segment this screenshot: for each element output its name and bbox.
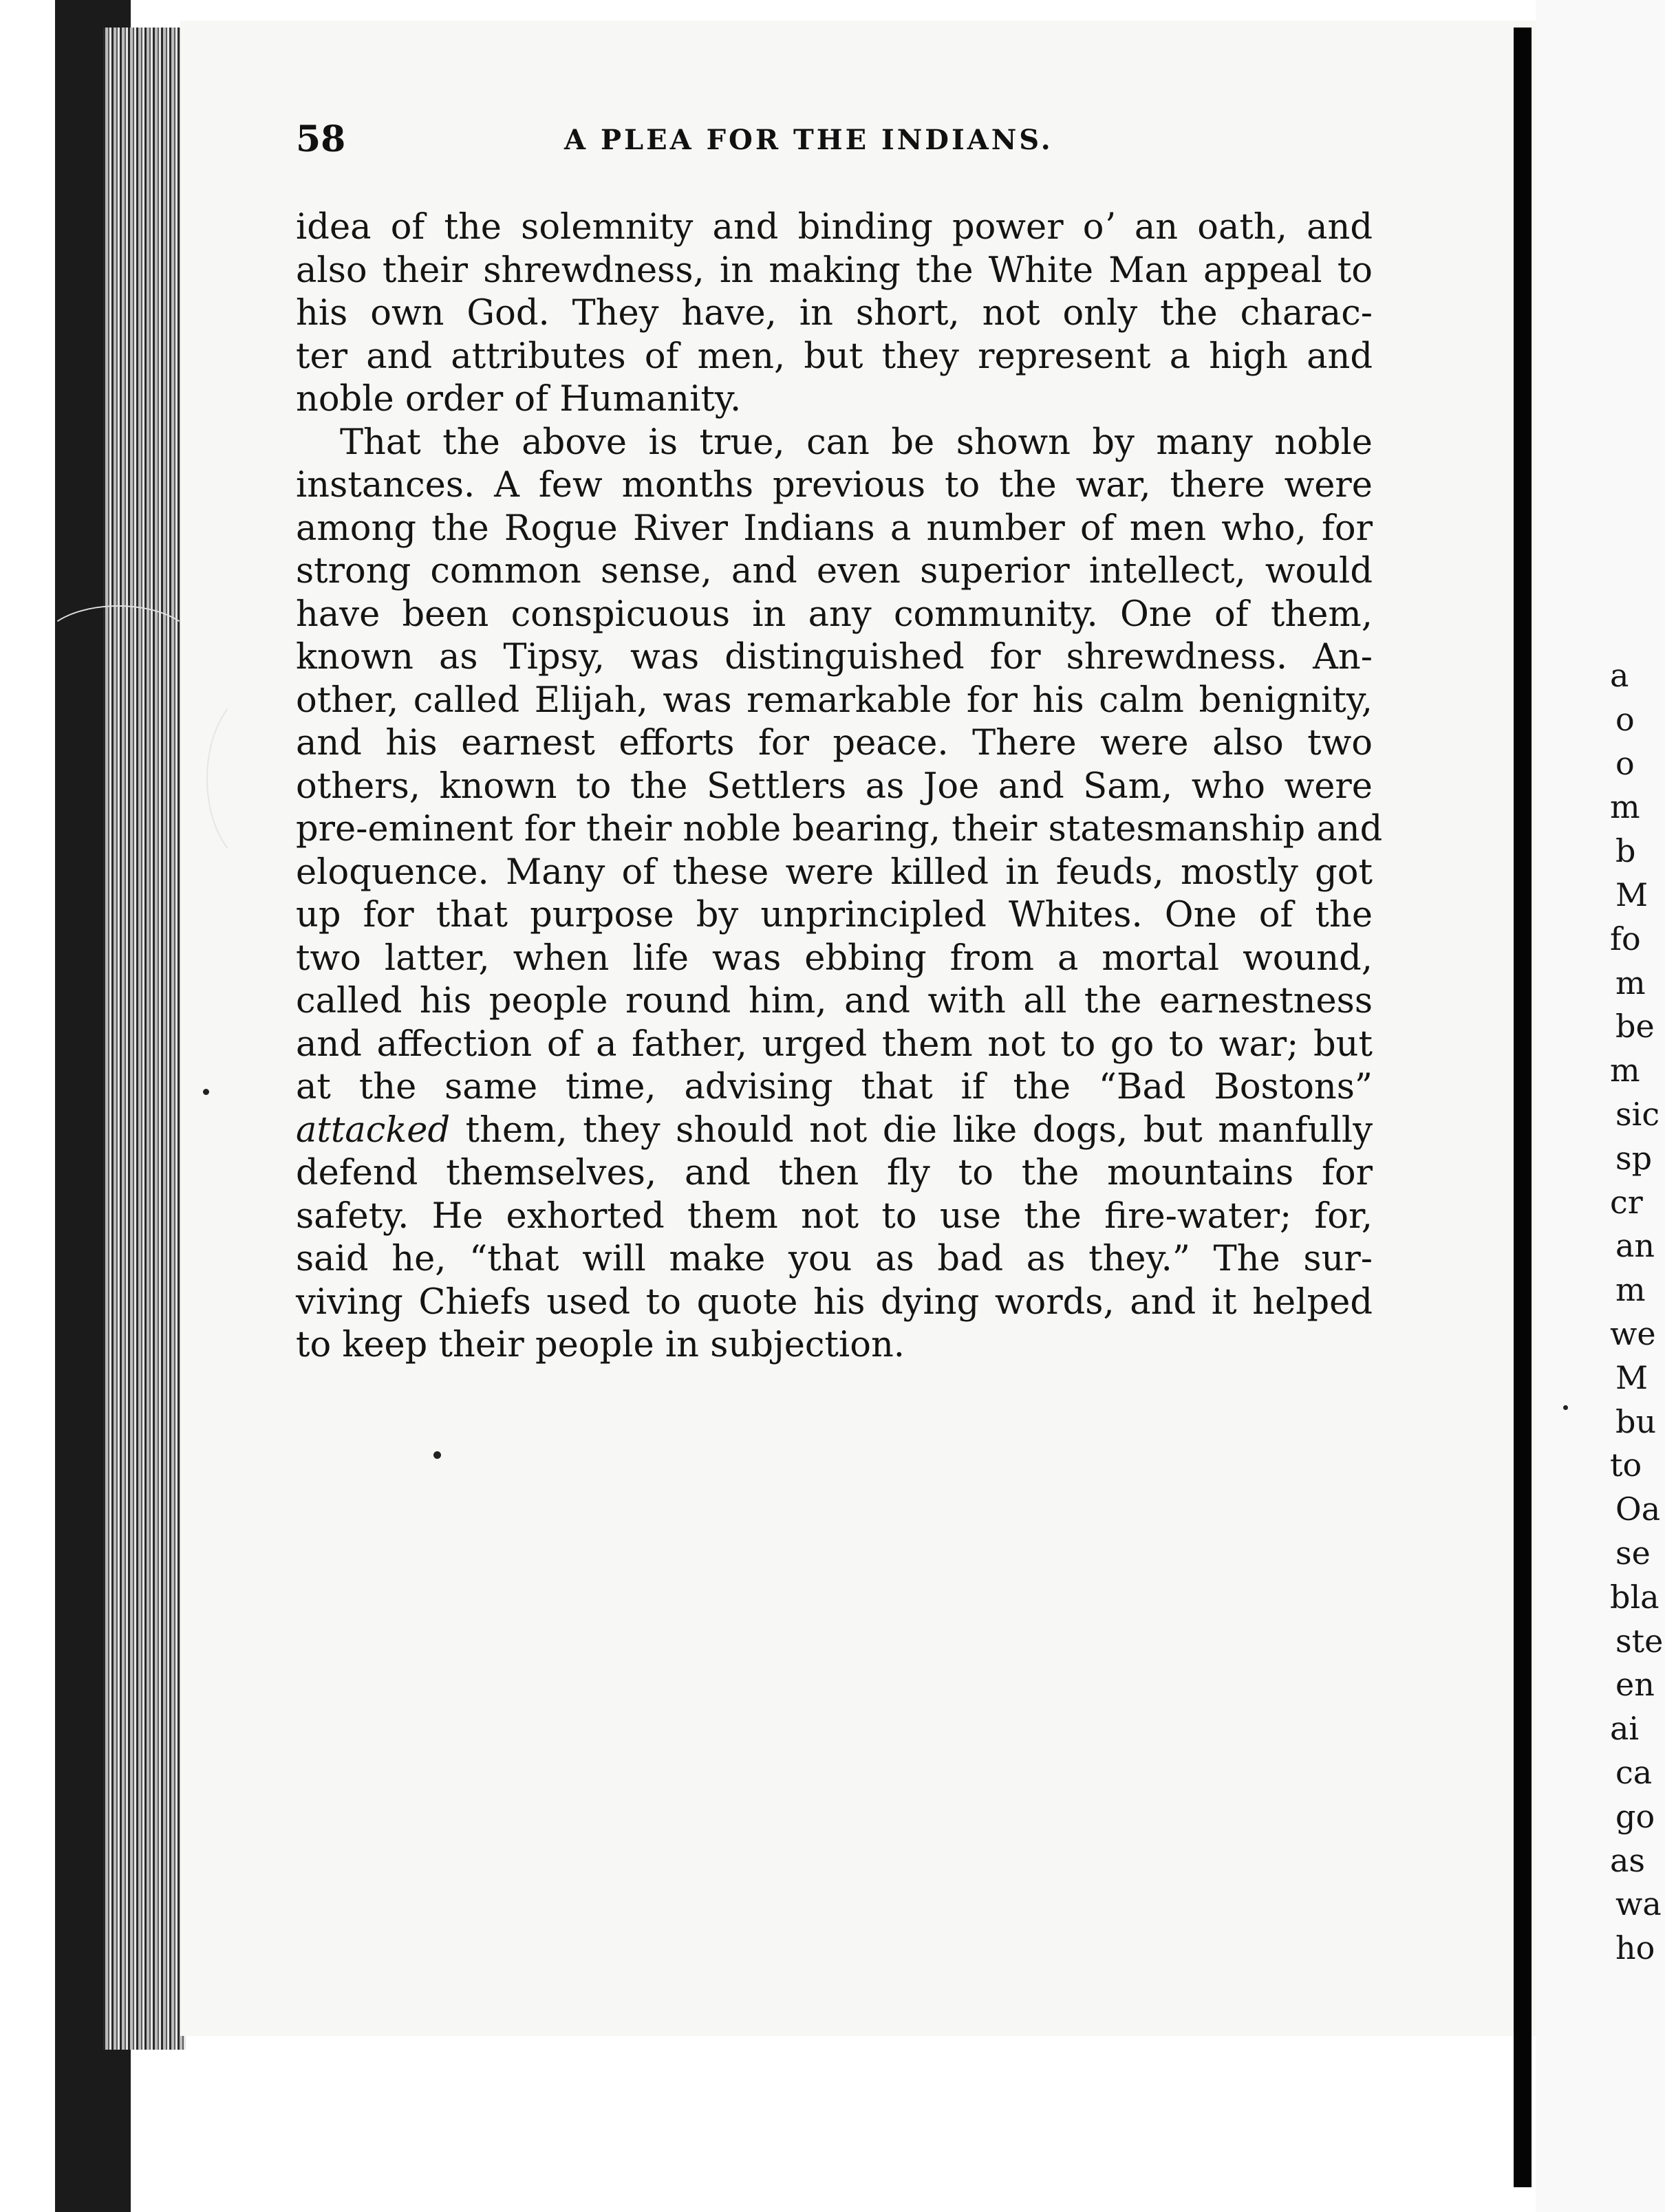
next-page-line-fragment: m [1610,788,1640,825]
next-page-line-fragment: wa [1615,1885,1662,1922]
text-line: safety. He exhorted them not to use the fire-water; for, [296,1195,1373,1237]
next-page-line-fragment: bu [1615,1403,1657,1440]
next-page-line-fragment: fo [1610,920,1641,957]
next-page-line-fragment: ste [1615,1623,1664,1660]
running-title: A PLEA FOR THE INDIANS. [564,124,1053,156]
text-line: eloquence. Many of these were killed in feuds, mostly got [296,852,1373,893]
text-line: at the same time, advising that if the “Bad Bostons” [296,1067,1373,1107]
next-page-line-fragment: M [1615,1359,1648,1396]
next-page-line-fragment: cr [1610,1184,1643,1221]
next-page-line-fragment: m [1615,964,1646,1001]
next-page-line-fragment: o [1615,701,1635,738]
text-line: That the above is true, can be shown by many noble [340,422,1373,463]
text-line: also their shrewdness, in making the White Man appeal to [296,250,1373,291]
text-line: up for that purpose by unprincipled Whites. One of the [296,895,1373,935]
next-page-line-fragment: an [1615,1227,1655,1264]
text-line: viving Chiefs used to quote his dying words, and it helped [296,1281,1373,1323]
text-line: his own God. They have, in short, not only the charac- [296,293,1373,334]
next-page-line-fragment: Oa [1615,1490,1661,1528]
text-line: two latter, when life was ebbing from a mortal wound, [296,937,1373,979]
next-page-line-fragment: m [1610,1052,1640,1089]
next-page-line-fragment: sic [1615,1096,1660,1133]
page-edge-stack [103,28,186,2050]
text-line-emphasis [296,1109,1373,1153]
page-number: 58 [296,118,346,160]
paragraph-2 [296,422,1383,1367]
next-page-line-fragment: a [1610,657,1629,694]
text-line: pre-eminent for their noble bearing, their statesmanship and [296,809,1383,849]
next-page-line-fragment: en [1615,1666,1655,1703]
paragraph-1 [296,206,1373,422]
next-page-line-fragment: sp [1615,1140,1653,1177]
page-gutter [1514,28,1532,2187]
running-head [296,118,1376,160]
next-page-edge [1536,0,1665,2212]
scan-speck [203,1089,209,1095]
next-page-line-fragment: b [1615,832,1636,869]
text-line: and his earnest efforts for peace. There were also two [296,723,1373,763]
text-line: said he, “that will make you as bad as they.” The sur- [296,1239,1373,1279]
text-line: instances. A few months previous to the war, there were [296,465,1373,506]
text-line: called his people round him, and with all the earnestness [296,981,1373,1021]
next-page-line-fragment: M [1615,876,1648,913]
text-line: ter and attributes of men, but they represent a high and [296,336,1373,377]
next-page-line-fragment: to [1610,1446,1642,1484]
next-page-line-fragment: o [1615,745,1635,782]
next-page-line-fragment: as [1610,1842,1646,1879]
text-line: have been conspicuous in any community. One of them, [296,594,1373,635]
text-line: idea of the solemnity and binding power oʼ an oath, and [296,207,1373,248]
text-line: among the Rogue River Indians a number of men who, for [296,508,1373,549]
next-page-line-fragment: go [1615,1798,1655,1835]
next-page-line-fragment: be [1615,1008,1655,1045]
text-line: to keep their people in subjection. [296,1325,905,1365]
next-page-line-fragment: ca [1615,1754,1653,1791]
text-line: and affection of a father, urged them not to go to war; but [296,1023,1373,1065]
next-page-line-fragment: ho [1615,1929,1655,1966]
next-page-line-fragment: ai [1610,1710,1640,1747]
next-page-line-fragment: we [1610,1315,1656,1352]
next-page-line-fragment: m [1615,1271,1646,1308]
body-text [296,206,1383,1367]
scan-speck [433,1451,441,1459]
italic-word: attacked [296,1109,451,1151]
text-line: known as Tipsy, was distinguished for shrewdness. An- [296,637,1373,677]
next-page-line-fragment: bla [1610,1579,1659,1616]
scan-scratch [206,688,319,869]
text-line: defend themselves, and then fly to the mountains for [296,1153,1373,1193]
scan-speck [1563,1405,1568,1410]
text-line: noble order of Humanity. [296,379,742,420]
next-page-line-fragment: se [1615,1535,1651,1572]
text-line: others, known to the Settlers as Joe and Sam, who were [296,766,1373,807]
text-line: other, called Elijah, was remarkable for his calm benignity, [296,680,1373,721]
scan-scratch [41,605,195,684]
text-line-rest: them, they should not die like dogs, but manfully [450,1109,1373,1151]
text-line: strong common sense, and even superior intellect, would [296,551,1373,592]
